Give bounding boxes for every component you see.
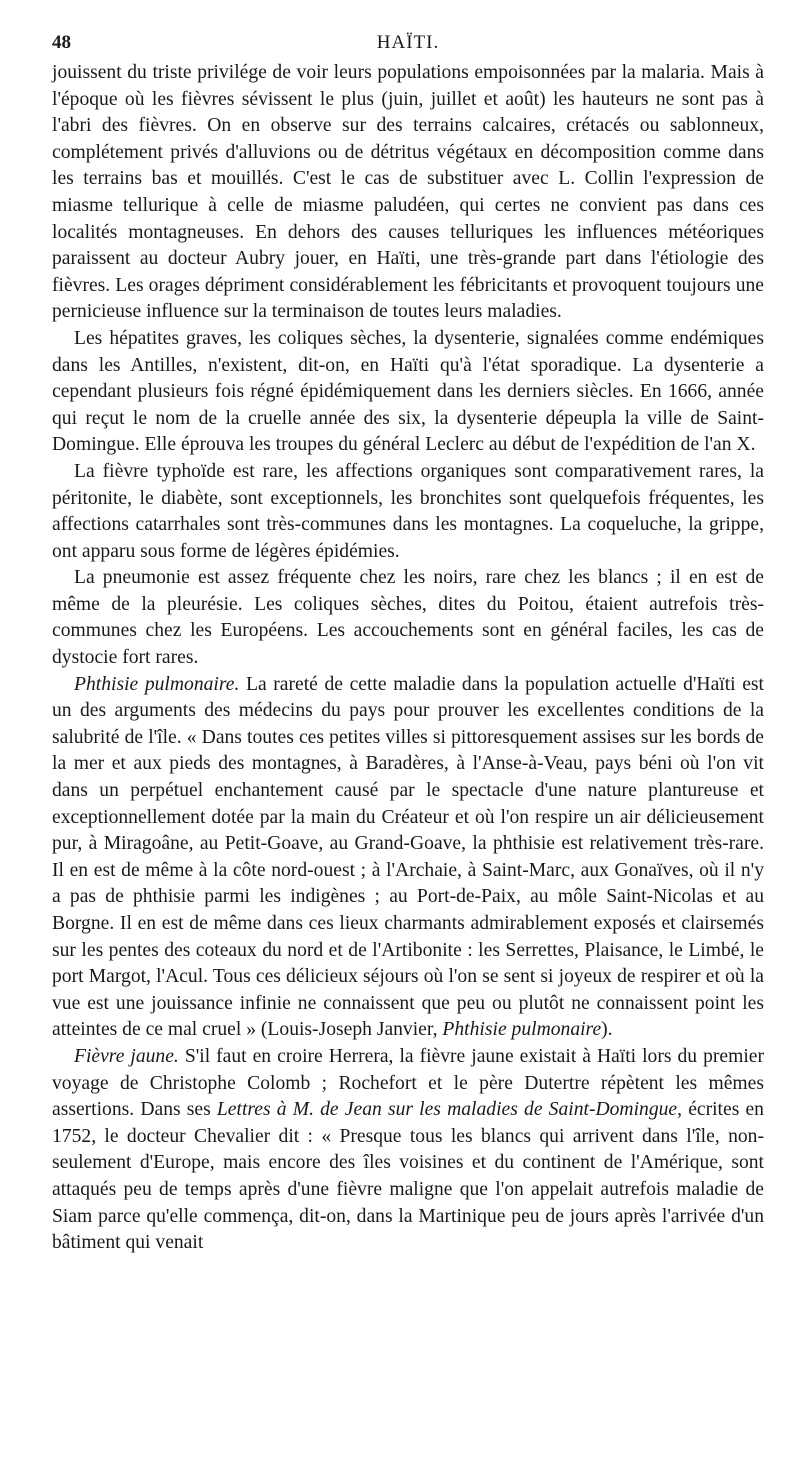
running-header bbox=[52, 26, 764, 60]
paragraph-hepatites bbox=[52, 326, 764, 459]
paragraph-fievre-jaune bbox=[52, 1044, 764, 1257]
paragraph-text: La fièvre typhoïde est rare, les affections organiques sont comparativement rares, la péritonite, le diabète, sont exceptionnels, les bronchites sont quelquefois fréquentes, les affections catarrhales sont très-communes dans les montagnes. La coqueluche, la grippe, ont apparu sous forme de légères épidémies. bbox=[52, 460, 764, 562]
paragraph-malaria bbox=[52, 60, 764, 326]
paragraph-text-tail: , écrites en 1752, le docteur Chevalier dit : « Presque tous les blancs qui arrivent dans l'île, non-seulement d'Europe, mais encore des îles voisines et du continent de l'Amérique, sont attaqués peu de temps après d'une fièvre maligne que l'on appelait autrefois maladie de Siam parce qu'elle commença, dit-on, dans la Martinique peu de jours après l'arrivée d'un bâtiment qui venait bbox=[52, 1099, 764, 1254]
citation-title: Phthisie pulmonaire bbox=[442, 1019, 602, 1041]
paragraph-text-tail: ). bbox=[601, 1019, 613, 1041]
paragraph-text: S'il faut en croire Herrera, la fièvre jaune existait à Haïti lors du premier voyage de Christophe Colomb ; Rochefort et le père Dutertre répètent les mêmes assertions. Dans ses bbox=[52, 1045, 764, 1121]
paragraph-text: jouissent du triste privilége de voir leurs populations empoisonnées par la malaria. Mais à l'époque où les fièvres sévissent le plus (juin, juillet et août) les hauteurs ne sont pas à l'abri des fièvres. On en observe sur des terrains calcaires, crétacés ou sablonneux, complétement privés d'alluvions ou de détritus végétaux en décomposition comme dans les terrains bas et mouillés. C'est le cas de substituer avec L. Collin l'expression de miasme tellurique à celle de miasme paludéen, qui certes ne convient pas dans ces localités montagneuses. En dehors des causes telluriques les influences météoriques paraissent au docteur Aubry jouer, en Haïti, une très-grande part dans l'étiologie des fièvres. Les orages dépriment considérablement les fébricitants et provoquent toujours une pernicieuse influence sur la terminaison de toutes leurs maladies. bbox=[52, 62, 764, 323]
section-heading-fievre-jaune: Fièvre jaune. bbox=[74, 1045, 179, 1067]
paragraph-pneumonie bbox=[52, 565, 764, 671]
paragraph-typhoide bbox=[52, 459, 764, 565]
paragraph-text: Les hépatites graves, les coliques sèches, la dysenterie, signalées comme endémiques dans les Antilles, n'existent, dit-on, en Haïti qu'à l'état sporadique. La dysenterie a cependant plusieurs fois régné épidémiquement dans les derniers siècles. En 1666, année qui reçut le nom de la cruelle année des six, la dysenterie dépeupla la ville de Saint-Domingue. Elle éprouva les troupes du général Leclerc au début de l'expédition de l'an X. bbox=[52, 327, 764, 456]
document-page bbox=[52, 26, 764, 1257]
paragraph-phthisie bbox=[52, 672, 764, 1044]
paragraph-text: La rareté de cette maladie dans la population actuelle d'Haïti est un des arguments des médecins du pays pour prouver les excellentes conditions de la salubrité de l'île. « Dans toutes ces petites villes si pittoresquement assises sur les bords de la mer et aux pieds des montagnes, à Baradères, à l'Anse-à-Veau, pays béni où l'on vit dans un perpétuel enchantement causé par le spectacle d'une nature plantureuse et exceptionnellement dotée par la main du Créateur et où l'on respire un air délicieusement pur, à Miragoâne, au Petit-Goave, au Grand-Goave, la phthisie est relativement très-rare. Il en est de même à la côte nord-ouest ; à l'Archaie, à Saint-Marc, aux Gonaïves, où il n'y a pas de phthisie parmi les indigènes ; au Port-de-Paix, au môle Saint-Nicolas et au Borgne. Il en est de même dans ces lieux charmants admirablement exposés et clairsemés sur les pentes des coteaux du nord et de l'Artibonite : les Serrettes, Plaisance, le Limbé, le port Margot, l'Acul. Tous ces délicieux séjours où l'on se sent si joyeux de respirer et où la vue est une jouissance infinie ne connaissent que peu ou plutôt ne connaissent point les atteintes de ce mal cruel » (Louis-Joseph Janvier, bbox=[52, 673, 764, 1041]
citation-title: Lettres à M. de Jean sur les maladies de Saint-Domingue bbox=[216, 1099, 678, 1121]
paragraph-text: La pneumonie est assez fréquente chez les noirs, rare chez les blancs ; il en est de même de la pleurésie. Les coliques sèches, dites du Poitou, étaient autrefois très-communes chez les Européens. Les accouchements sont en général faciles, les cas de dystocie fort rares. bbox=[52, 567, 764, 669]
body-text bbox=[52, 60, 764, 1257]
running-title: HAÏTI. bbox=[376, 32, 440, 53]
section-heading-phthisie: Phthisie pulmonaire. bbox=[74, 673, 240, 695]
page-number: 48 bbox=[52, 32, 71, 53]
